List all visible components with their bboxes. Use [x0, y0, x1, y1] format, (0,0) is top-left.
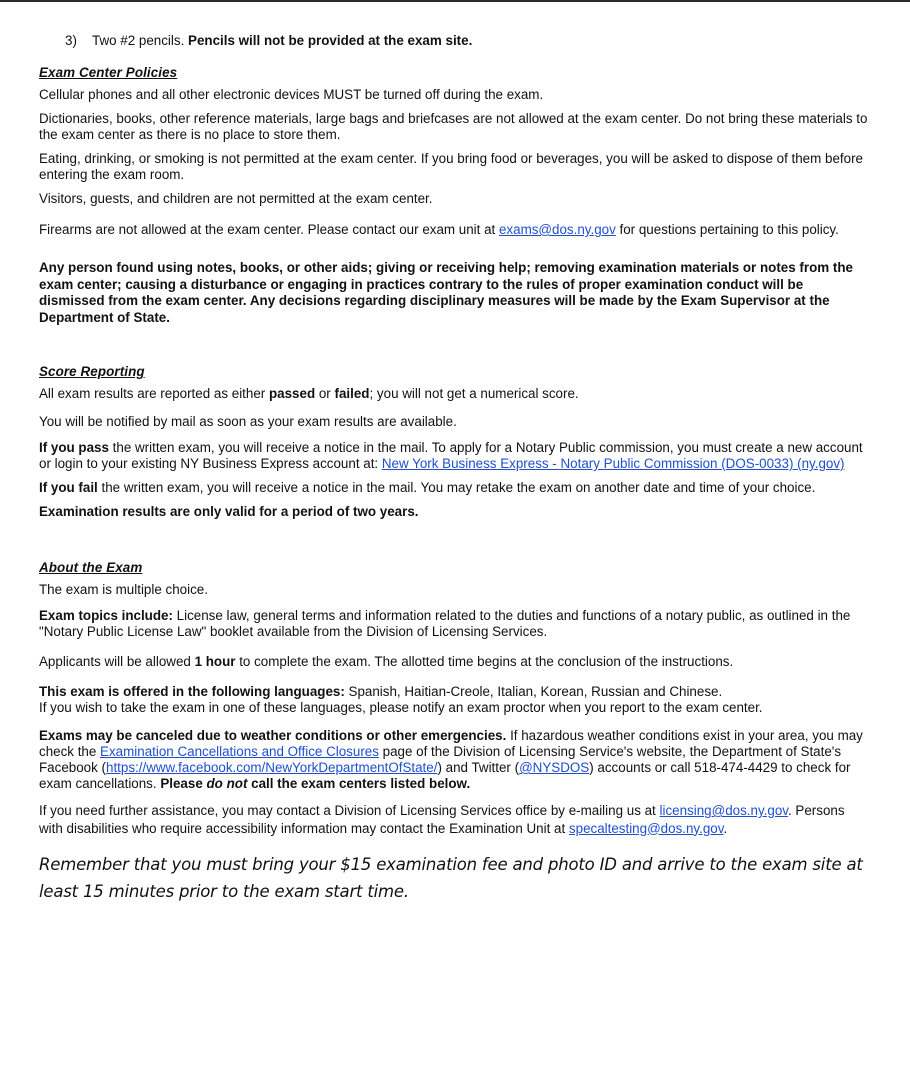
exam-topics-text: License law, general terms and information related to the duties and functions of a notary public, as outlined in the "Notary Public License Law" booklet available from the Division of Licensing Services. [39, 608, 851, 639]
pass-text: the written exam, you will receive a notice in the mail. To apply for a Notary Public commission, you must create a new account or login to your existing NY Business Express account at: [39, 440, 863, 471]
specaltesting-email-link[interactable]: specaltesting@dos.ny.gov [568, 820, 724, 836]
assistance-text-2: . Persons with disabilities who require accessibility information may contact the Examination Unit at [39, 803, 845, 836]
score-paragraph-results [39, 386, 869, 402]
languages-note: If you wish to take the exam in one of these languages, please notify an exam proctor when you report to the exam center. [39, 700, 763, 715]
cancellations-closures-link[interactable]: Examination Cancellations and Office Closures [100, 744, 379, 759]
conduct-warning: Any person found using notes, books, or other aids; giving or receiving help; removing examination materials or notes from the exam center; causing a disturbance or engaging in practices contrary to the rules of proper examination conduct will be dismissed from the exam center. Any decisions regarding disciplinary measures will be made by the Exam Supervisor at the Department of State. [39, 260, 853, 325]
list-item-3 [39, 33, 869, 49]
exams-email-link[interactable]: exams@dos.ny.gov [498, 222, 616, 237]
fail-text: the written exam, you will receive a notice in the mail. You may retake the exam on another date and time of your choice. [97, 480, 816, 495]
score-paragraph-fail [39, 480, 869, 496]
call-centers-text: call the exam centers listed below. [247, 776, 471, 791]
languages-list: Spanish, Haitian-Creole, Italian, Korean, Russian and Chinese. [344, 684, 723, 699]
time-text: Applicants will be allowed [39, 654, 195, 669]
twitter-link[interactable]: @NYSDOS [519, 760, 590, 775]
section-heading-score: Score Reporting [39, 364, 145, 379]
list-item-text: Two #2 pencils. [92, 33, 189, 48]
failed-word: failed [334, 386, 370, 401]
closing-reminder: Remember that you must bring your $15 examination fee and photo ID and arrive to the exam site at least 15 minutes prior to the exam start time. [39, 855, 863, 901]
business-express-link[interactable]: New York Business Express - Notary Public Commission (DOS-0033) (ny.gov) [381, 456, 845, 471]
assistance-text-end: . [723, 820, 728, 836]
section-heading-policies: Exam Center Policies [39, 65, 178, 80]
section-about-exam [39, 560, 869, 837]
about-paragraph-time [39, 654, 869, 670]
time-text-end: to complete the exam. The allotted time begins at the conclusion of the instructions. [235, 654, 734, 669]
exam-topics-label: Exam topics include: [39, 608, 173, 623]
licensing-email-link[interactable]: licensing@dos.ny.gov [659, 803, 788, 818]
document-page [39, 33, 869, 913]
cancellation-label: Exams may be canceled due to weather conditions or other emergencies. [39, 728, 507, 743]
do-not-text: do not [206, 776, 248, 791]
about-paragraph-topics [39, 608, 869, 640]
cancellation-text: If hazardous weather conditions exist in your area, you may check the [39, 728, 863, 759]
time-limit: 1 hour [194, 654, 236, 669]
score-text-or: or [315, 386, 335, 401]
policy-paragraph-food: Eating, drinking, or smoking is not permitted at the exam center. If you bring food or beverages, you will be asked to dispose of them before entering the exam room. [39, 151, 863, 182]
firearms-text: Firearms are not allowed at the exam center. Please contact our exam unit at [39, 222, 499, 237]
about-paragraph-cancellations [39, 728, 869, 792]
policy-paragraph-materials: Dictionaries, books, other reference materials, large bags and briefcases are not allowed at the exam center. Do not bring these materials to the exam center as there is no place to store them. [39, 111, 868, 142]
cancellation-text-3: ) and Twitter ( [437, 760, 520, 775]
score-text: All exam results are reported as either [39, 386, 269, 401]
about-paragraph-assistance [39, 802, 869, 837]
if-you-fail-label: If you fail [39, 480, 98, 495]
please-text: Please [160, 776, 207, 791]
score-paragraph-validity: Examination results are only valid for a period of two years. [39, 504, 419, 519]
policy-paragraph-devices: Cellular phones and all other electronic devices MUST be turned off during the exam. [39, 87, 544, 102]
cancellation-text-2: page of the Division of Licensing Service's website, the Department of State's Facebook ( [39, 744, 842, 775]
section-exam-center-policies [39, 65, 869, 326]
section-heading-about: About the Exam [39, 560, 143, 575]
firearms-text-end: for questions pertaining to this policy. [615, 222, 839, 237]
facebook-link[interactable]: https://www.facebook.com/NewYorkDepartmentOfState/ [106, 760, 438, 775]
policy-paragraph-visitors: Visitors, guests, and children are not permitted at the exam center. [39, 191, 433, 206]
about-paragraph-format: The exam is multiple choice. [39, 582, 208, 597]
list-item-bold-text: Pencils will not be provided at the exam site. [188, 33, 473, 48]
top-border [0, 0, 910, 2]
section-score-reporting [39, 364, 869, 520]
score-text-end: ; you will not get a numerical score. [369, 386, 579, 401]
score-paragraph-pass [39, 440, 869, 472]
passed-word: passed [268, 386, 316, 401]
languages-label: This exam is offered in the following languages: [39, 684, 345, 699]
score-paragraph-mail: You will be notified by mail as soon as your exam results are available. [39, 414, 457, 429]
assistance-text: If you need further assistance, you may contact a Division of Licensing Services office by e-mailing us at [39, 803, 660, 818]
list-item-number: 3) [65, 33, 77, 48]
cancellation-text-4: ) accounts or call 518-474-4429 to check for exam cancellations. [39, 760, 851, 791]
about-paragraph-languages [39, 684, 869, 716]
if-you-pass-label: If you pass [39, 440, 109, 455]
policy-paragraph-firearms [39, 219, 869, 240]
